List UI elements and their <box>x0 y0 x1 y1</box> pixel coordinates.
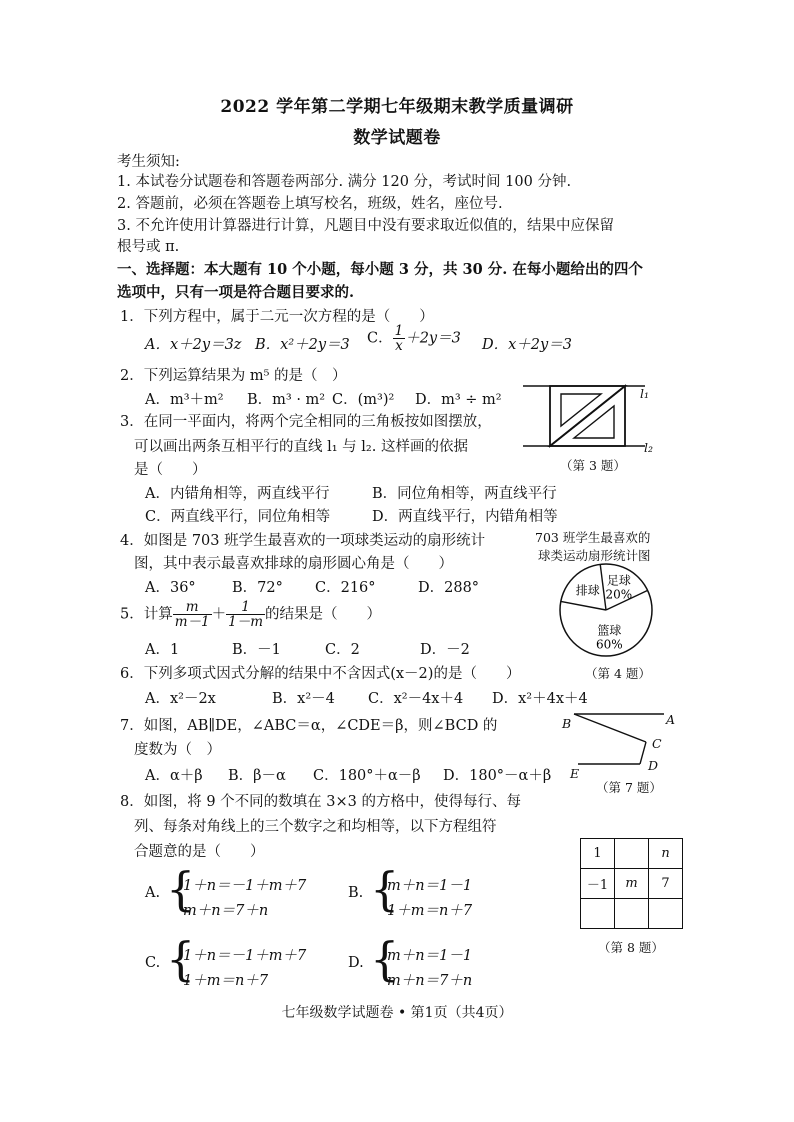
q7-point-b: B <box>562 716 572 731</box>
q3-option-a[interactable]: A．内错角相等，两直线平行 <box>145 486 330 502</box>
q5-f1-denominator: m－1 <box>174 614 210 631</box>
notice-item-3-cont: 根号或 π. <box>117 239 180 255</box>
q7-stem-line2: 度数为（ ） <box>134 742 221 758</box>
q1-option-d[interactable]: D．x＋2y＝3 <box>482 337 572 353</box>
page-title: 2022 学年第二学期七年级期末教学质量调研 <box>220 97 574 117</box>
q3-stem-line3: 是（ ） <box>134 462 207 478</box>
q6-option-a[interactable]: A．x²－2x <box>145 691 216 707</box>
grid-cell <box>649 899 683 929</box>
q5-f2-numerator: 1 <box>226 600 265 615</box>
q7-point-d: D <box>648 758 659 773</box>
q5-option-d[interactable]: D．－2 <box>420 642 470 658</box>
q8-stem-line1: 8．如图，将 9 个不同的数填在 3×3 的方格中，使得每行、每 <box>120 794 521 810</box>
q6-stem: 6．下列多项式因式分解的结果中不含因式(x－2)的是（ ） <box>120 666 521 682</box>
q7-option-c[interactable]: C．180°＋α－β <box>313 768 421 784</box>
q5-stem <box>120 600 381 629</box>
q3-option-b[interactable]: B．同位角相等，两直线平行 <box>372 486 557 502</box>
notice-heading: 考生须知: <box>117 154 180 170</box>
q5-option-c[interactable]: C．2 <box>325 642 360 658</box>
chart-title-line1: 703 班学生最喜欢的 <box>535 530 651 545</box>
grid-cell <box>581 899 615 929</box>
grid-cell: 7 <box>649 869 683 899</box>
q8-option-b[interactable] <box>348 885 363 901</box>
q7-stem-line1: 7．如图，AB∥DE，∠ABC＝α，∠CDE＝β，则∠BCD 的 <box>120 718 498 734</box>
pie-slice-value: 60% <box>596 637 623 652</box>
grid-cell: 1 <box>581 839 615 869</box>
grid-cell: －1 <box>581 869 615 899</box>
q3-stem-line1: 3．在同一平面内，将两个完全相同的三角板按如图摆放， <box>120 414 492 430</box>
q8-stem-line2: 列、每条对角线上的三个数字之和均相等，以下方程组符 <box>134 819 497 835</box>
q6-option-c[interactable]: C．x²－4x＋4 <box>368 691 464 707</box>
q8-c-eq1: 1＋n＝－1＋m＋7 <box>183 948 307 964</box>
q2-stem: 2．下列运算结果为 m⁵ 的是（ ） <box>120 368 347 384</box>
q8-d-eq2: m＋n＝7＋n <box>387 973 473 989</box>
q7-option-a[interactable]: A．α＋β <box>145 768 203 784</box>
q3-caption: （第 3 题） <box>560 458 626 473</box>
q8-magic-square <box>580 838 683 929</box>
q4-stem-line1: 4．如图是 703 班学生最喜欢的一项球类运动的扇形统计 <box>120 533 486 549</box>
page-subtitle: 数学试题卷 <box>353 128 441 148</box>
q7-option-d[interactable]: D．180°－α＋β <box>443 768 552 784</box>
q4-stem-line2: 图，其中表示最喜欢排球的扇形圆心角是（ ） <box>134 556 453 572</box>
q8-b-eq2: 1＋m＝n＋7 <box>387 903 473 919</box>
grid-cell <box>615 899 649 929</box>
section-heading: 一、选择题：本大题有 10 个小题，每小题 3 分，共 30 分. 在每小题给出的四个 <box>117 261 643 278</box>
q8-option-d-label: D. <box>348 955 364 971</box>
q8-option-a[interactable] <box>145 885 160 901</box>
q1-option-a[interactable]: A．x＋2y＝3z <box>145 337 242 353</box>
q7-caption: （第 7 题） <box>596 780 662 795</box>
q8-d-eq1: m＋n＝1－1 <box>387 948 473 964</box>
chart-title-line2: 球类运动扇形统计图 <box>538 548 651 563</box>
q3-option-c[interactable]: C．两直线平行，同位角相等 <box>145 509 331 525</box>
grid-cell: n <box>649 839 683 869</box>
q1-c-denominator: x <box>395 338 403 355</box>
grid-cell <box>615 839 649 869</box>
q8-option-a-label: A. <box>145 885 161 901</box>
segment-cd <box>640 742 646 764</box>
q3-option-d[interactable]: D．两直线平行，内错角相等 <box>372 509 558 525</box>
q8-a-eq1: 1＋n＝－1＋m＋7 <box>183 878 307 894</box>
notice-item-3: 3. 不允许使用计算器进行计算，凡题目中没有要求取近似值的，结果中应保留 <box>117 218 614 234</box>
segment-bc <box>574 714 646 742</box>
q8-b-brace: { <box>370 862 400 916</box>
grid-cell: m <box>615 869 649 899</box>
q1-option-c[interactable] <box>367 324 461 353</box>
q8-option-b-label: B. <box>348 885 364 901</box>
q5-fraction-1 <box>173 600 212 629</box>
q6-option-d[interactable]: D．x²＋4x＋4 <box>492 691 588 707</box>
q1-c-fraction <box>393 324 406 353</box>
q8-caption: （第 8 题） <box>598 940 664 955</box>
q6-option-b[interactable]: B．x²－4 <box>272 691 335 707</box>
q5-f2-denominator: 1－m <box>228 614 264 631</box>
page-footer: 七年级数学试题卷 • 第1页（共4页） <box>281 1005 513 1021</box>
q3-label-l1: l₁ <box>640 386 650 401</box>
q8-d-brace: { <box>370 932 400 986</box>
pie-slice-label: 排球 <box>575 583 600 598</box>
q7-point-e: E <box>570 766 580 781</box>
pie-slice-label: 篮球 <box>597 623 622 638</box>
pie-slice-value: 20% <box>605 587 633 602</box>
q4-option-b[interactable]: B．72° <box>232 580 283 596</box>
q8-option-d[interactable] <box>348 955 364 971</box>
q1-option-c-label: C． <box>367 330 393 347</box>
q7-point-a: A <box>666 712 676 727</box>
q3-label-l2: l₂ <box>644 440 654 455</box>
q5-f1-numerator: m <box>173 600 212 615</box>
q4-caption: （第 4 题） <box>585 666 651 681</box>
q2-option-c[interactable]: C．(m³)² <box>332 392 395 408</box>
notice-item-2: 2. 答题前，必须在答题卷上填写校名，班级，姓名，座位号. <box>117 196 503 212</box>
q7-option-b[interactable]: B．β－α <box>228 768 286 784</box>
q1-c-rest: ＋2y＝3 <box>405 330 461 347</box>
q8-c-eq2: 1＋m＝n＋7 <box>183 973 269 989</box>
q2-option-d[interactable]: D．m³ ÷ m² <box>415 392 502 408</box>
q5-prefix: 5．计算 <box>120 606 173 623</box>
q2-option-b[interactable]: B．m³ · m² <box>247 392 326 408</box>
q8-b-eq1: m＋n＝1－1 <box>387 878 473 894</box>
q5-suffix: 的结果是（ ） <box>265 606 382 623</box>
q1-option-b[interactable]: B．x²＋2y＝3 <box>255 337 350 353</box>
q5-fraction-2 <box>226 600 265 629</box>
q8-a-eq2: m＋n＝7＋n <box>183 903 269 919</box>
q8-option-c-label: C. <box>145 955 161 971</box>
q2-option-a[interactable]: A．m³＋m² <box>145 392 224 408</box>
pie-chart <box>548 560 668 660</box>
notice-item-1: 1. 本试卷分试题卷和答题卷两部分. 满分 120 分，考试时间 100 分钟. <box>117 174 572 190</box>
q7-point-c: C <box>652 736 662 751</box>
q4-option-c[interactable]: C．216° <box>315 580 376 596</box>
q1-stem: 1．下列方程中，属于二元一次方程的是（ ） <box>120 309 434 325</box>
q3-stem-line2: 可以画出两条互相平行的直线 l₁ 与 l₂. 这样画的依据 <box>134 439 468 455</box>
q5-plus: ＋ <box>211 606 227 623</box>
q8-c-brace: { <box>166 932 196 986</box>
q5-option-a[interactable]: A．1 <box>145 642 180 658</box>
q8-stem-line3: 合题意的是（ ） <box>134 844 265 860</box>
q1-c-numerator: 1 <box>394 323 404 339</box>
q4-option-d[interactable]: D．288° <box>418 580 480 596</box>
q8-a-brace: { <box>166 862 196 916</box>
q8-option-c[interactable] <box>145 955 160 971</box>
q4-option-a[interactable]: A．36° <box>145 580 196 596</box>
pie-slice-label: 足球 <box>606 573 631 588</box>
section-heading-cont: 选项中，只有一项是符合题目要求的. <box>117 284 355 301</box>
q5-option-b[interactable]: B．－1 <box>232 642 281 658</box>
